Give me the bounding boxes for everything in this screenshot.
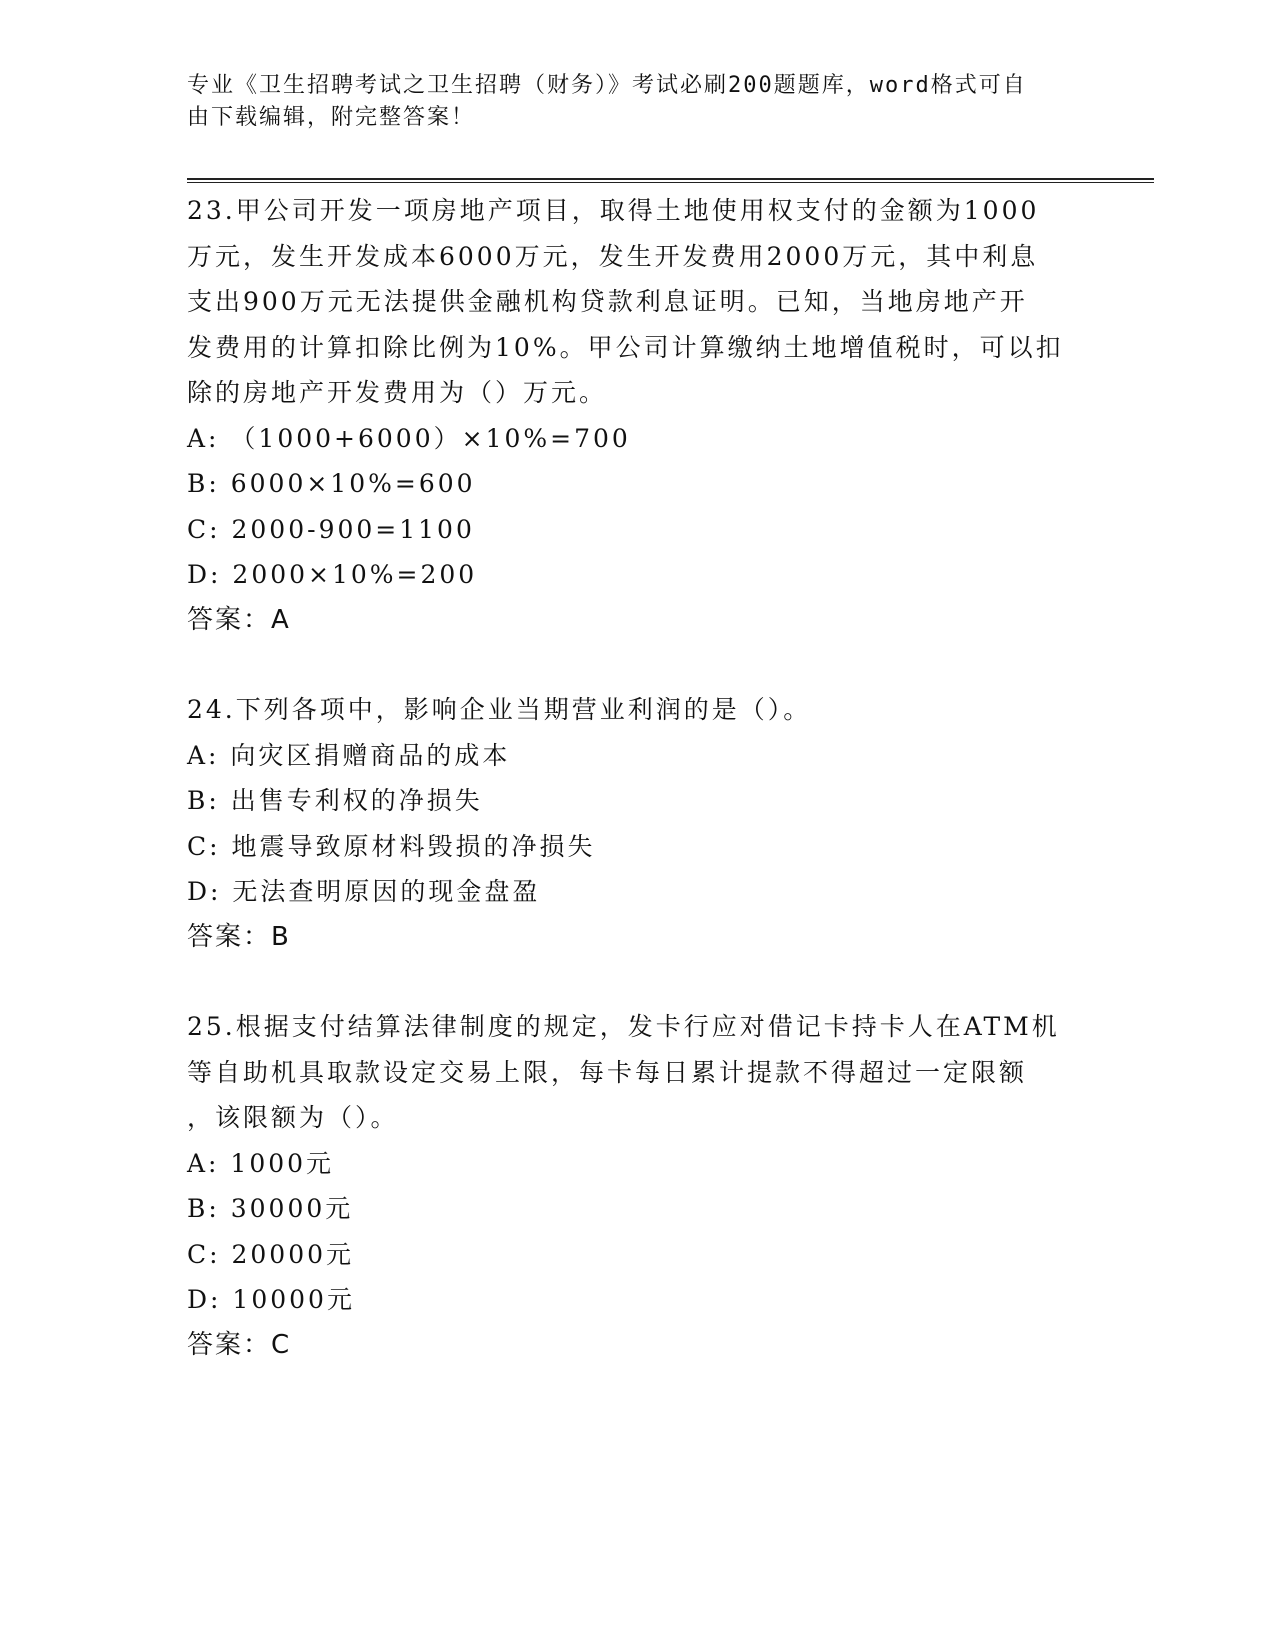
header-intro-line-1: 专业《卫生招聘考试之卫生招聘（财务）》考试必刷200题题库，word格式可自 [187, 73, 1027, 98]
question-stem: 23.甲公司开发一项房地产项目，取得土地使用权支付的金额为1000 万元，发生开发成本6000万元，发生开发费用2000万元，其中利息 支出900万元无法提供金融机构贷款利息证明。已知，当地房地产开 发费用的计算扣除比例为10%。甲公司计算缴纳土地增值税时，可以扣 除的房地产开发费用为（）万元。 [187, 196, 1064, 407]
option-b: B: 30000元 [187, 1194, 354, 1223]
option-a: A: 向灾区捐赠商品的成本 [187, 740, 511, 770]
option-c: C: 2000-900=1100 [187, 514, 475, 544]
document-header [187, 70, 1087, 134]
question-25 [187, 1004, 1087, 1368]
header-divider [187, 178, 1154, 183]
option-c: C: 地震导致原材料毁损的净损失 [187, 831, 596, 861]
option-b: B: 出售专利权的净损失 [187, 786, 483, 815]
answer-line: 答案：B [187, 921, 291, 952]
option-a: A: 1000元 [187, 1148, 335, 1178]
answer-line: 答案：C [187, 1329, 292, 1360]
header-intro-line-2: 由下载编辑，附完整答案！ [187, 105, 476, 130]
option-d: D: 2000×10%=200 [187, 560, 478, 589]
question-stem: 25.根据支付结算法律制度的规定，发卡行应对借记卡持卡人在ATM机 等自助机具取款设定交易上限，每卡每日累计提款不得超过一定限额 ，该限额为（）。 [187, 1012, 1060, 1132]
answer-line: 答案：A [187, 604, 291, 635]
question-stem: 24.下列各项中，影响企业当期营业利润的是（）。 [187, 695, 812, 724]
question-23 [187, 188, 1087, 643]
option-d: D: 无法查明原因的现金盘盈 [187, 877, 541, 906]
question-24 [187, 687, 1087, 960]
question-list [187, 188, 1087, 1412]
option-b: B: 6000×10%=600 [187, 469, 476, 498]
option-a: A: （1000+6000）×10%=700 [187, 423, 631, 453]
option-d: D: 10000元 [187, 1285, 355, 1314]
option-c: C: 20000元 [187, 1239, 355, 1269]
